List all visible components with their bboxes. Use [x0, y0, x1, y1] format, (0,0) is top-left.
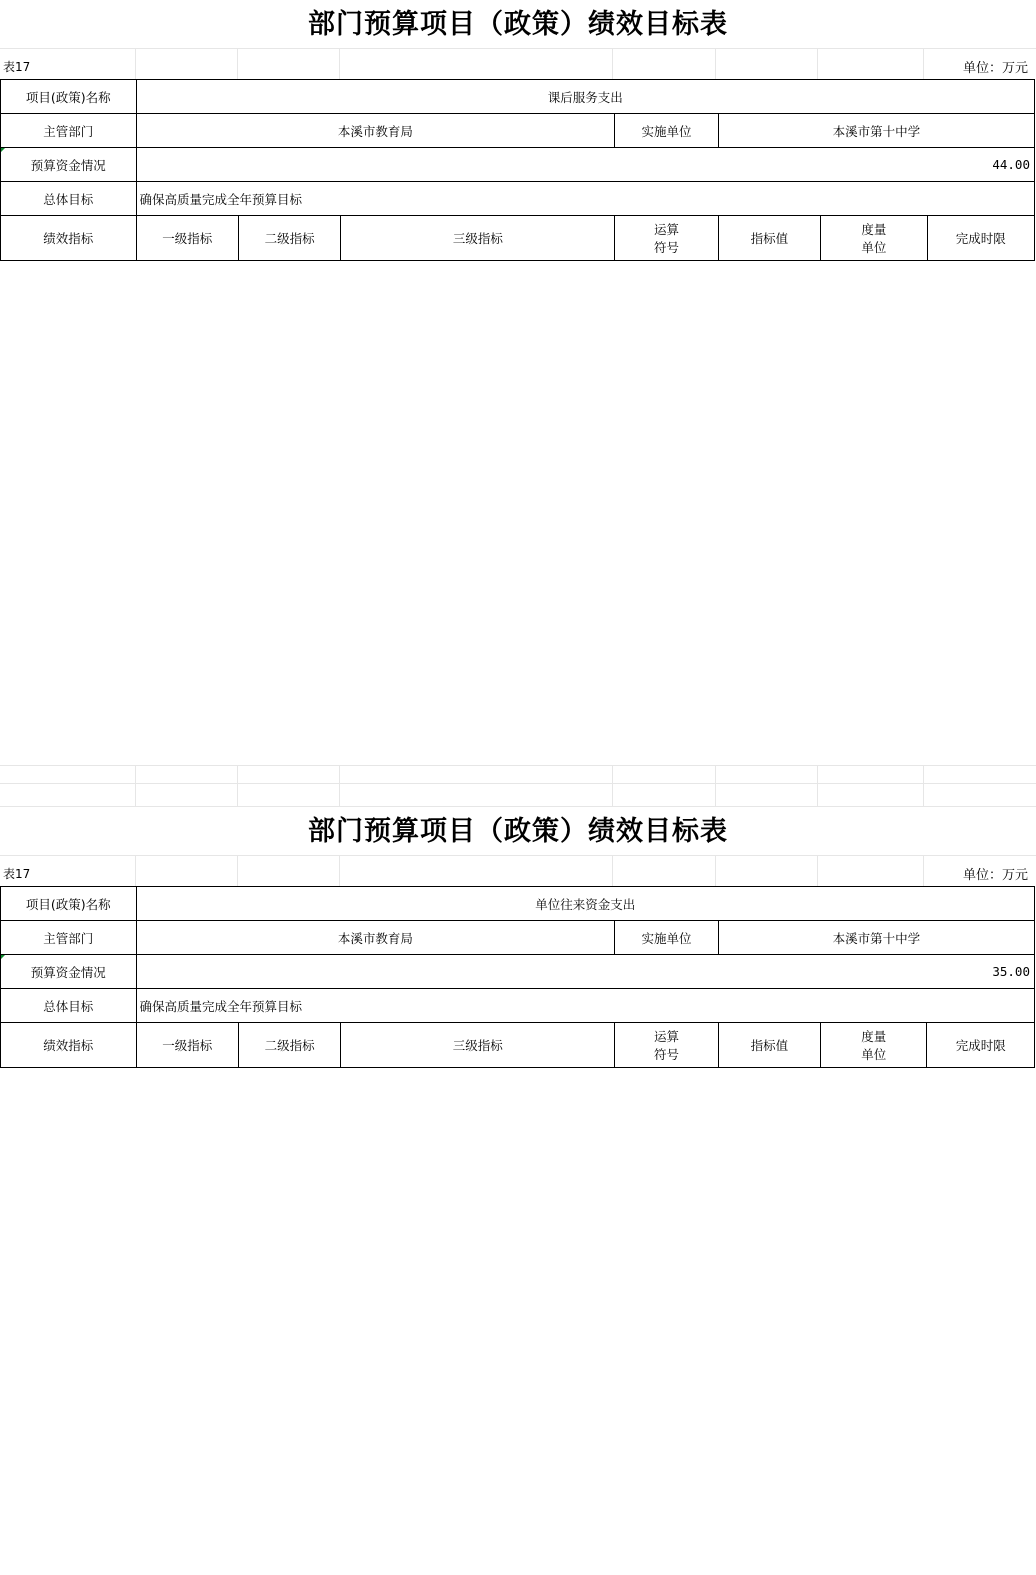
- header-value: 指标值: [718, 1023, 820, 1068]
- project-name: 单位往来资金支出: [136, 887, 1034, 921]
- sheet-gap: [0, 765, 1036, 807]
- project-name-label: 项目(政策)名称: [1, 80, 137, 114]
- table-subheader: [0, 855, 1036, 886]
- budget-value: 44.00: [136, 148, 1034, 182]
- impl-label: 实施单位: [615, 921, 718, 955]
- header-l1: 一级指标: [136, 216, 238, 261]
- goal-label: 总体目标: [1, 182, 137, 216]
- perf-label: 绩效指标: [1, 1023, 137, 1068]
- table-title: 部门预算项目（政策）绩效目标表: [308, 816, 728, 847]
- performance-table: [0, 886, 1035, 1068]
- header-l2: 二级指标: [238, 1023, 340, 1068]
- dept-label: 主管部门: [1, 114, 137, 148]
- dept-value: 本溪市教育局: [136, 114, 615, 148]
- table-number: 表17: [3, 60, 31, 74]
- header-unit: 度量 单位: [821, 1023, 927, 1068]
- impl-value: 本溪市第十中学: [718, 921, 1034, 955]
- header-l2: 二级指标: [238, 216, 340, 261]
- budget-value: 35.00: [136, 955, 1034, 989]
- unit-label: 单位：万元: [962, 61, 1028, 76]
- table-number: 表17: [3, 867, 31, 881]
- budget-label: 预算资金情况: [1, 148, 137, 182]
- header-deadline: 完成时限: [927, 216, 1034, 261]
- header-op: 运算 符号: [615, 1023, 718, 1068]
- budget-label: 预算资金情况: [1, 955, 137, 989]
- table-title: 部门预算项目（政策）绩效目标表: [308, 9, 728, 40]
- header-value: 指标值: [718, 216, 820, 261]
- header-unit: 度量 单位: [821, 216, 927, 261]
- perf-label: 绩效指标: [1, 216, 137, 261]
- header-op: 运算 符号: [615, 216, 718, 261]
- unit-label: 单位：万元: [962, 868, 1028, 883]
- performance-table: [0, 79, 1035, 261]
- table-block-2: [0, 807, 1036, 1068]
- dept-value: 本溪市教育局: [136, 921, 615, 955]
- header-l3: 三级指标: [341, 216, 615, 261]
- goal-value: 确保高质量完成全年预算目标: [136, 989, 1034, 1023]
- project-name: 课后服务支出: [136, 80, 1034, 114]
- header-l1: 一级指标: [136, 1023, 238, 1068]
- impl-label: 实施单位: [615, 114, 718, 148]
- goal-value: 确保高质量完成全年预算目标: [136, 182, 1034, 216]
- table-subheader: [0, 48, 1036, 79]
- table-block-1: [0, 0, 1036, 261]
- header-l3: 三级指标: [341, 1023, 615, 1068]
- goal-label: 总体目标: [1, 989, 137, 1023]
- dept-label: 主管部门: [1, 921, 137, 955]
- project-name-label: 项目(政策)名称: [1, 887, 137, 921]
- header-deadline: 完成时限: [927, 1023, 1035, 1068]
- impl-value: 本溪市第十中学: [718, 114, 1034, 148]
